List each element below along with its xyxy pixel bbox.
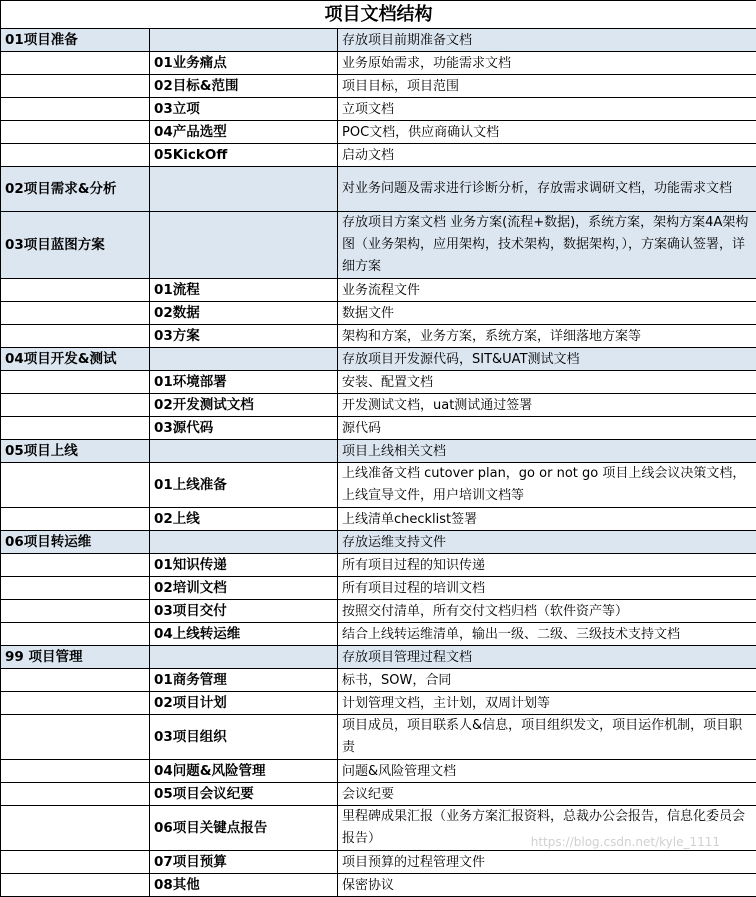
- table-row: [1, 692, 756, 715]
- table-row: [1, 851, 756, 874]
- description-cell: 存放项目前期准备文档: [338, 29, 756, 52]
- subfolder-cell: 02上线: [150, 508, 338, 531]
- subfolder-cell: 01环境部署: [150, 371, 338, 394]
- description-cell: 里程碑成果汇报（业务方案汇报资料，总裁办公会报告，信息化委员会报告）: [338, 806, 756, 851]
- table-row: [1, 371, 756, 394]
- category-cell: 03项目蓝图方案: [1, 212, 150, 279]
- section-row: [1, 440, 756, 463]
- description-cell: 项目预算的过程管理文件: [338, 851, 756, 874]
- section-row: [1, 167, 756, 212]
- subfolder-cell: [150, 646, 338, 669]
- description-cell: 结合上线转运维清单，输出一级、二级、三级技术支持文档: [338, 623, 756, 646]
- category-cell: [1, 121, 150, 144]
- description-cell: 立项文档: [338, 98, 756, 121]
- subfolder-cell: [150, 29, 338, 52]
- table-row: [1, 325, 756, 348]
- table-row: [1, 715, 756, 760]
- category-cell: [1, 851, 150, 874]
- table-row: [1, 302, 756, 325]
- category-cell: [1, 577, 150, 600]
- category-cell: [1, 98, 150, 121]
- category-cell: [1, 623, 150, 646]
- description-cell: 标书，SOW，合同: [338, 669, 756, 692]
- category-cell: [1, 715, 150, 760]
- subfolder-cell: [150, 212, 338, 279]
- table-row: [1, 508, 756, 531]
- table-row: [1, 98, 756, 121]
- category-cell: [1, 874, 150, 897]
- description-cell: 业务流程文件: [338, 279, 756, 302]
- description-cell: 上线准备文档 cutover plan，go or not go 项目上线会议决策文档，上线宣导文件，用户培训文档等: [338, 463, 756, 508]
- watermark-text: https://blog.csdn.net/kyle_1111: [531, 835, 720, 849]
- subfolder-cell: [150, 167, 338, 212]
- table-row: [1, 669, 756, 692]
- subfolder-cell: 02开发测试文档: [150, 394, 338, 417]
- category-cell: [1, 508, 150, 531]
- description-cell: 保密协议: [338, 874, 756, 897]
- table-row: [1, 600, 756, 623]
- description-cell: 开发测试文档，uat测试通过签署: [338, 394, 756, 417]
- category-cell: [1, 279, 150, 302]
- category-cell: [1, 417, 150, 440]
- category-cell: 01项目准备: [1, 29, 150, 52]
- section-row: [1, 646, 756, 669]
- subfolder-cell: 02目标&范围: [150, 75, 338, 98]
- description-cell: 按照交付清单，所有交付文档归档（软件资产等）: [338, 600, 756, 623]
- description-cell: 启动文档: [338, 144, 756, 167]
- subfolder-cell: 04问题&风险管理: [150, 760, 338, 783]
- table-row: [1, 144, 756, 167]
- description-cell: 源代码: [338, 417, 756, 440]
- category-cell: [1, 463, 150, 508]
- description-cell: 存放项目方案文档 业务方案(流程+数据)，系统方案，架构方案4A架构图（业务架构，应用架构，技术架构，数据架构，），方案确认签署，详细方案: [338, 212, 756, 279]
- description-cell: 项目目标，项目范围: [338, 75, 756, 98]
- description-cell: 存放项目管理过程文档: [338, 646, 756, 669]
- category-cell: 02项目需求&分析: [1, 167, 150, 212]
- subfolder-cell: [150, 531, 338, 554]
- subfolder-cell: 01业务痛点: [150, 52, 338, 75]
- category-cell: [1, 760, 150, 783]
- table-row: [1, 417, 756, 440]
- subfolder-cell: 02数据: [150, 302, 338, 325]
- section-row: [1, 212, 756, 279]
- subfolder-cell: 03项目交付: [150, 600, 338, 623]
- table-row: [1, 577, 756, 600]
- description-cell: 项目成员，项目联系人&信息，项目组织发文，项目运作机制，项目职责: [338, 715, 756, 760]
- category-cell: [1, 783, 150, 806]
- subfolder-cell: 05项目会议纪要: [150, 783, 338, 806]
- description-cell: POC文档，供应商确认文档: [338, 121, 756, 144]
- subfolder-cell: 08其他: [150, 874, 338, 897]
- table-row: [1, 75, 756, 98]
- description-cell: 计划管理文档，主计划，双周计划等: [338, 692, 756, 715]
- table-row: [1, 874, 756, 897]
- description-cell: 会议纪要: [338, 783, 756, 806]
- subfolder-cell: 03项目组织: [150, 715, 338, 760]
- table-row: [1, 121, 756, 144]
- description-cell: 存放项目开发源代码，SIT&UAT测试文档: [338, 348, 756, 371]
- category-cell: [1, 144, 150, 167]
- subfolder-cell: 05KickOff: [150, 144, 338, 167]
- category-cell: [1, 302, 150, 325]
- description-cell: 所有项目过程的培训文档: [338, 577, 756, 600]
- category-cell: [1, 394, 150, 417]
- description-cell: 上线清单checklist签署: [338, 508, 756, 531]
- category-cell: [1, 600, 150, 623]
- subfolder-cell: [150, 440, 338, 463]
- table-row: [1, 554, 756, 577]
- category-cell: [1, 554, 150, 577]
- description-cell: 安装、配置文档: [338, 371, 756, 394]
- subfolder-cell: 03方案: [150, 325, 338, 348]
- description-cell: 所有项目过程的知识传递: [338, 554, 756, 577]
- subfolder-cell: 03源代码: [150, 417, 338, 440]
- subfolder-cell: 01流程: [150, 279, 338, 302]
- subfolder-cell: 04上线转运维: [150, 623, 338, 646]
- category-cell: 99 项目管理: [1, 646, 150, 669]
- category-cell: [1, 806, 150, 851]
- category-cell: 04项目开发&测试: [1, 348, 150, 371]
- description-cell: 存放运维支持文件: [338, 531, 756, 554]
- table-row: [1, 623, 756, 646]
- subfolder-cell: 02项目计划: [150, 692, 338, 715]
- category-cell: 05项目上线: [1, 440, 150, 463]
- subfolder-cell: 01上线准备: [150, 463, 338, 508]
- subfolder-cell: 06项目关键点报告: [150, 806, 338, 851]
- category-cell: [1, 692, 150, 715]
- description-cell: 问题&风险管理文档: [338, 760, 756, 783]
- category-cell: [1, 669, 150, 692]
- section-row: [1, 29, 756, 52]
- description-cell: 项目上线相关文档: [338, 440, 756, 463]
- subfolder-cell: 04产品选型: [150, 121, 338, 144]
- table-row: [1, 760, 756, 783]
- subfolder-cell: 01商务管理: [150, 669, 338, 692]
- subfolder-cell: [150, 348, 338, 371]
- subfolder-cell: 01知识传递: [150, 554, 338, 577]
- description-cell: 业务原始需求，功能需求文档: [338, 52, 756, 75]
- table-row: [1, 52, 756, 75]
- table-row: [1, 806, 756, 851]
- category-cell: [1, 75, 150, 98]
- category-cell: [1, 52, 150, 75]
- table-row: [1, 394, 756, 417]
- subfolder-cell: 02培训文档: [150, 577, 338, 600]
- table-title: 项目文档结构: [1, 1, 756, 29]
- section-row: [1, 348, 756, 371]
- table-row: [1, 783, 756, 806]
- description-cell: 架构和方案，业务方案，系统方案，详细落地方案等: [338, 325, 756, 348]
- description-cell: 对业务问题及需求进行诊断分析，存放需求调研文档，功能需求文档: [338, 167, 756, 212]
- subfolder-cell: 03立项: [150, 98, 338, 121]
- category-cell: [1, 325, 150, 348]
- table-row: [1, 463, 756, 508]
- description-cell: 数据文件: [338, 302, 756, 325]
- section-row: [1, 531, 756, 554]
- table-row: [1, 279, 756, 302]
- title-row: [1, 1, 756, 29]
- category-cell: [1, 371, 150, 394]
- category-cell: 06项目转运维: [1, 531, 150, 554]
- subfolder-cell: 07项目预算: [150, 851, 338, 874]
- table-body: [1, 29, 756, 897]
